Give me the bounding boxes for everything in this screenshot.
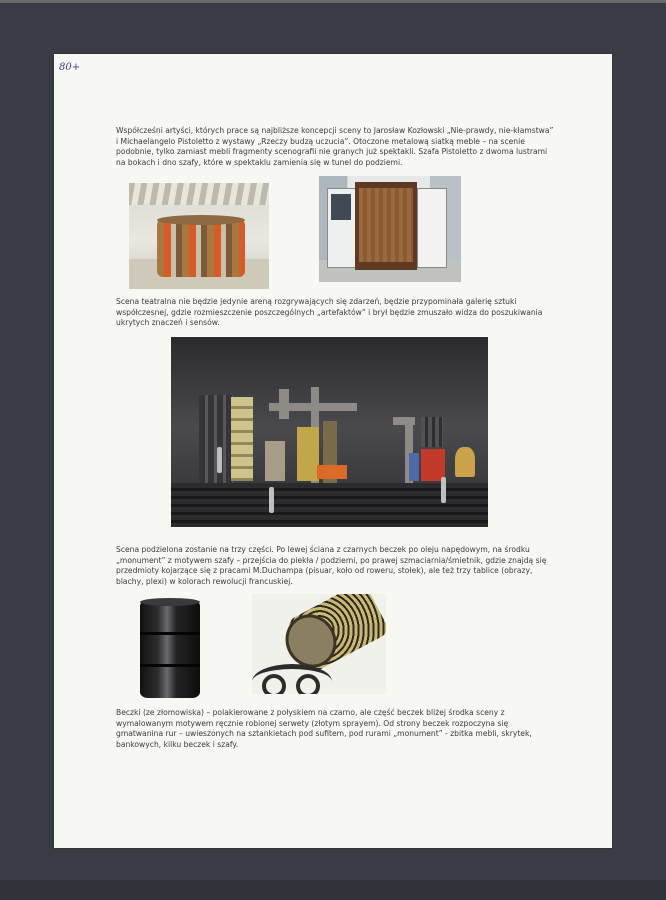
scan-edge-top <box>0 0 666 3</box>
photo-pistoletto-wardrobe <box>319 176 461 282</box>
paragraph-barrels: Beczki (ze złomowiska) – polakierowane z połyskiem na czarno, ale część beczek bliżej środka sceny z wymalowanym motywem ręcznie robionej serwety (złotym sprayem). Od strony beczek rozpoczyna się gmatwanina rur – uwieszonych na sztankietach pod sufitem, pod rurami „monument” - zbitka mebli, skrytek, bankowych, kilku beczek i szafy. <box>116 708 532 749</box>
photo-decorated-barrel <box>252 594 386 694</box>
paragraph-artists: Współcześni artyści, których prace są najbliższe koncepcji sceny to Jarosław Kozłowski „Nie-prawdy, nie-kłamstwa” i Michaelangelo Pistoletto z wystawy „Rzeczy budzą uczucia”. Otoczone metalową siatką meble – na scenie podobnie, tylko zamiast mebli fragmenty scenografii nie granych już spektakli. Szafa Pistoletto z dwoma lustrami na bokach i dno szafy, które w spektaklu zamienia się w tunel do podziemi. <box>116 126 554 167</box>
photo-stage-model <box>171 337 488 527</box>
photo-black-barrel <box>138 596 202 700</box>
document-page <box>54 54 612 848</box>
paragraph-stage-division: Scena podzielona zostanie na trzy części. Po lewej ściana z czarnych beczek po oleju napędowym, na środku „monument” z motywem szafy – przejścia do piekła / podziemi, po prawej szmaciarnia/śmietnik, gdzie znajdą się przedmioty kojarzące się z pracami M.Duchampa (pisuar, koło od roweru, stołek), ale też trzy tablice (obrazy, blachy, plexi) w kolorach rewolucji francuskiej. <box>116 545 547 586</box>
paragraph-stage-gallery: Scena teatralna nie będzie jedynie areną rozgrywających się zdarzeń, będzie przypominała galerię sztuki współczesnej, gdzie rozmieszczenie poszczególnych „artefaktów” i brył będzie zmuszało widza do poszukiwania ukrytych znaczeń i sensów. <box>116 297 543 328</box>
scan-edge-bottom <box>0 880 666 900</box>
handwritten-page-number: 80+ <box>59 62 81 73</box>
photo-circular-installation <box>129 183 269 289</box>
